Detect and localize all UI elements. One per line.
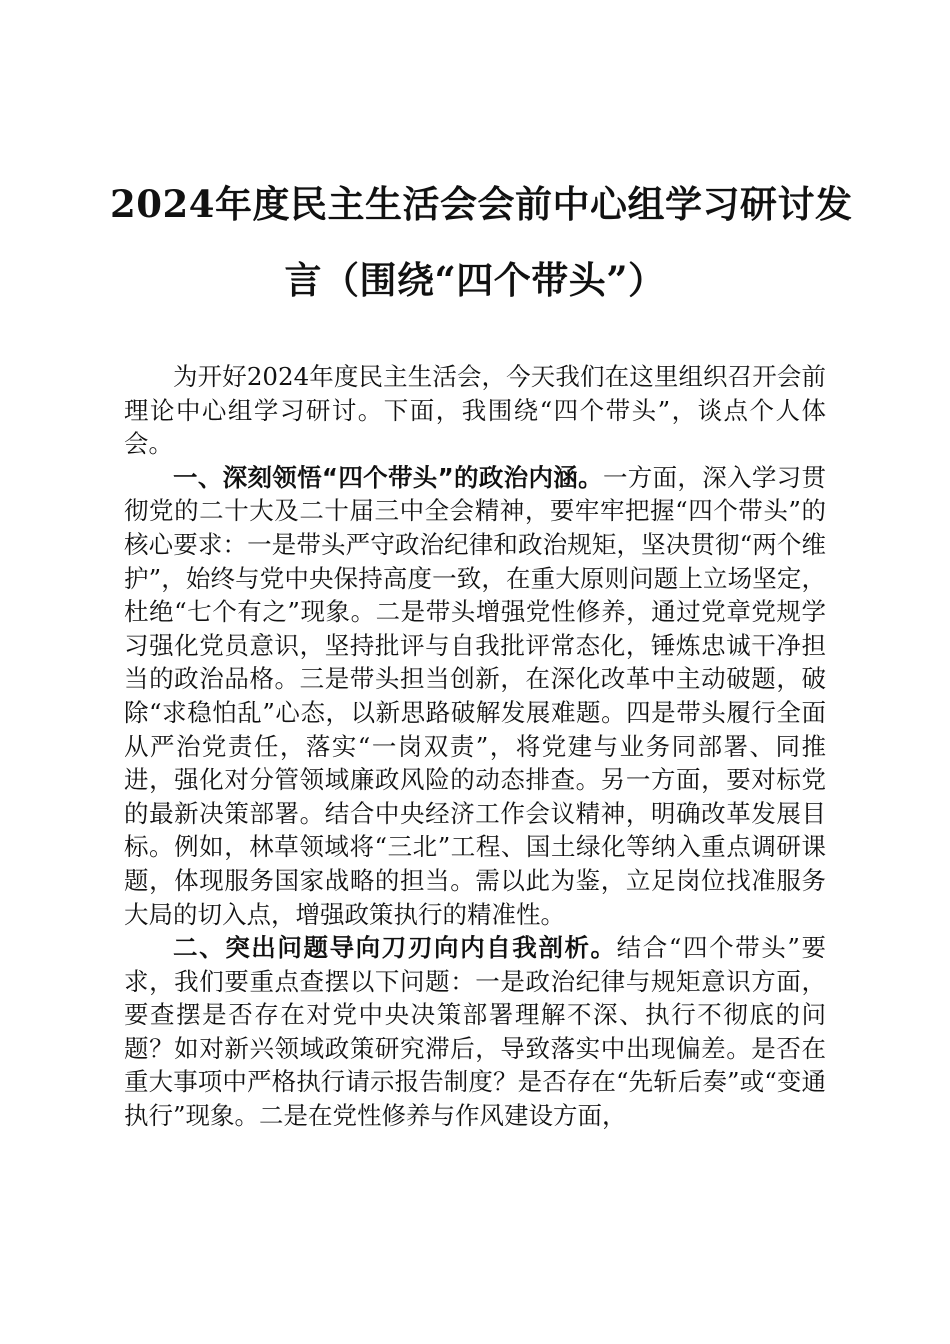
document-title [110, 166, 853, 318]
title-line-1: 2024年度民主生活会会前中心组学习研讨发 [110, 182, 853, 226]
document-body [124, 360, 826, 1133]
section-heading-2: 二、突出问题导向刀刃向内自我剖析。 [173, 933, 617, 963]
title-line-2: 言（围绕“四个带头”） [284, 258, 666, 302]
paragraph-intro [124, 360, 826, 461]
paragraph-text: 为开好2024年度民主生活会，今天我们在这里组织召开会前理论中心组学习研讨。下面，我围绕“四个带头”，谈点个人体会。 [124, 362, 826, 459]
paragraph-text: 结合“四个带头”要求，我们要重点查摆以下问题：一是政治纪律与规矩意识方面，要查摆是否存在对党中央决策部署理解不深、执行不彻底的问题？如对新兴领域政策研究滞后，导致落实中出现偏差。是否在重大事项中严格执行请示报告制度？是否存在“先斩后奏”或“变通执行”现象。二是在党性修养与作风建设方面， [124, 933, 826, 1131]
section-heading-1: 一、深刻领悟“四个带头”的政治内涵。 [173, 462, 603, 492]
paragraph-text: 一方面，深入学习贯彻党的二十大及二十届三中全会精神，要牢牢把握“四个带头”的核心要求：一是带头严守政治纪律和政治规矩，坚决贯彻“两个维护”，始终与党中央保持高度一致，在重大原则问题上立场坚定，杜绝“七个有之”现象。二是带头增强党性修养，通过党章党规学习强化党员意识，坚持批评与自我批评常态化，锤炼忠诚干净担当的政治品格。三是带头担当创新，在深化改革中主动破题，破除“求稳怕乱”心态，以新思路破解发展难题。四是带头履行全面从严治党责任，落实“一岗双责”，将党建与业务同部署、同推进，强化对分管领域廉政风险的动态排查。另一方面，要对标党的最新决策部署。结合中央经济工作会议精神，明确改革发展目标。例如，林草领域将“三北”工程、国土绿化等纳入重点调研课题，体现服务国家战略的担当。需以此为鉴，立足岗位找准服务大局的切入点，增强政策执行的精准性。 [124, 462, 827, 929]
paragraph-section-1 [124, 461, 826, 931]
paragraph-section-2 [124, 931, 826, 1133]
